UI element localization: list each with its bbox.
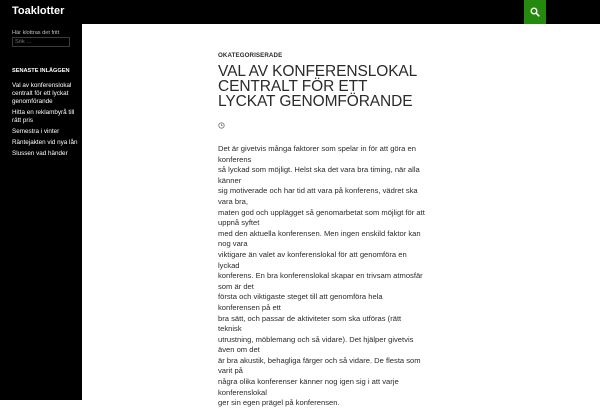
site-title[interactable]: Toaklotter — [12, 5, 65, 17]
post-body-text: Det är givetvis många faktorer som spelar in för att göra en konferens så lyckad som möjligt. Helst ska det vara bra timing, när alla känner sig motiverade och har tid att vara på konferens, vädret ska vara bra, maten god och upplägget så genomarbetat som möjligt för att uppnå syftet med den aktuella konferensen. Men ingen enskild faktor kan nog vara viktigare än valet av konferenslokal för att genomföra en lyckad konferens. En bra konferenslokal skapar en trivsam atmosfär som är det första och viktigaste steget till att genomföra hela konferensen på ett bra sätt, och passar de aktiviteter som ska utföras (rätt teknisk utrustning, möblemang och så vidare). Det hjälper givetvis även om det är bra akustik, behagliga färger och så vidare. De flesta som varit på några olika konferenser känner nog igen sig i att varje konferenslokal ger sin egen prägel på konferensen. — [218, 144, 425, 408]
recent-post-link[interactable]: Slussen vad händer — [12, 150, 68, 157]
clock-icon[interactable] — [218, 116, 426, 134]
recent-post-link[interactable]: Hitta en reklambyrå till rätt pris — [12, 109, 75, 124]
recent-post-link[interactable]: Val av konferenslokal centralt för ett lyckat genomförande — [12, 82, 72, 105]
post-title: VAL AV KONFERENSLOKAL CENTRALT FÖR ETT LYCKAT GENOMFÖRANDE — [218, 63, 417, 110]
list-item — [12, 82, 78, 106]
recent-post-link[interactable]: Semestra i vinter — [12, 128, 60, 135]
site-header — [0, 0, 600, 24]
list-item — [12, 128, 78, 136]
search-toggle-button[interactable] — [524, 0, 546, 24]
site-description: Här klottras det fritt — [12, 30, 60, 36]
post-category-link[interactable]: OKATEGORISERADE — [218, 52, 283, 59]
sidebar — [0, 24, 82, 400]
list-item — [12, 150, 78, 158]
search-icon — [530, 7, 540, 17]
recent-posts-heading: SENASTE INLÄGGEN — [12, 68, 70, 74]
search-input[interactable] — [12, 37, 70, 47]
recent-posts-list — [12, 82, 78, 161]
recent-post-link[interactable]: Räntejakten vid nya lån — [12, 139, 78, 146]
list-item — [12, 109, 78, 125]
post-article — [218, 40, 426, 409]
list-item — [12, 139, 78, 147]
